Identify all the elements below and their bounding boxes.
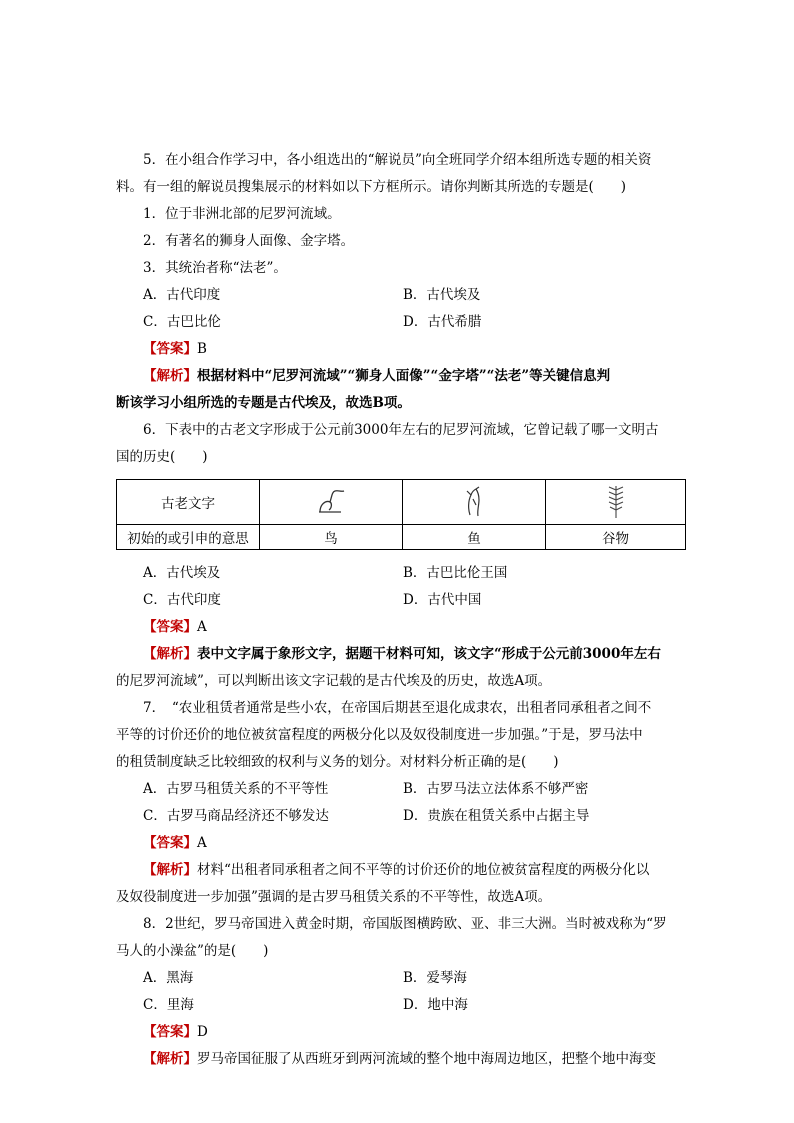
q6-option-c: C．古代印度: [143, 592, 221, 608]
grain-hieroglyph-icon: [603, 484, 629, 520]
q5-item1: 1．位于非洲北部的尼罗河流域。: [143, 206, 341, 222]
q7-analysis-line1: [116, 857, 686, 884]
answer-value: A: [197, 835, 207, 851]
q6-option-d: D．古代中国: [403, 592, 482, 608]
q6-options-row1: [116, 560, 686, 587]
q8-option-c: C．里海: [143, 997, 194, 1013]
q6-stem-line1: 6．下表中的古老文字形成于公元前3000年左右的尼罗河流域，它曾记载了哪一文明古: [143, 422, 659, 438]
table-cell-meaning: 鱼: [403, 525, 546, 550]
q7-option-d: D．贵族在租赁关系中占据主导: [403, 808, 590, 824]
q5-analysis-line1: [116, 363, 686, 390]
q7-options-row1: [116, 776, 686, 803]
q5-stem-line2: 料。有一组的解说员搜集展示的材料如以下方框所示。请你判断其所选的专题是( ): [116, 179, 627, 195]
fish-hieroglyph-icon: [459, 485, 489, 519]
analysis-text: 表中文字属于象形文字，据题干材料可知，该文字“形成于公元前3000年左右: [197, 646, 661, 662]
q7-stem-line3: 的租赁制度缺乏比较细致的权利与义务的划分。对材料分析正确的是( ): [116, 754, 559, 770]
q6-option-a: A．古代埃及: [143, 565, 221, 581]
q5-item3: 3．其统治者称“法老”。: [143, 260, 287, 276]
document-page: [116, 147, 686, 1073]
q8-option-b: B．爱琴海: [403, 970, 467, 986]
hieroglyph-table: [116, 479, 686, 550]
table-cell-meaning: 谷物: [546, 525, 686, 550]
q7-options-row2: [116, 803, 686, 830]
table-row: [117, 480, 686, 525]
q7-option-a: A．古罗马租赁关系的不平等性: [143, 781, 329, 797]
answer-tag: 【答案】: [143, 341, 197, 357]
answer-tag: 【答案】: [143, 619, 197, 635]
q8-option-a: A．黑海: [143, 970, 194, 986]
q6-analysis-line2: 的尼罗河流域”，可以判断出该文字记载的是古代埃及的历史，故选A项。: [116, 673, 552, 689]
table-cell-glyph: [403, 480, 546, 525]
q5-analysis-line2: 断该学习小组所选的专题是古代埃及，故选B项。: [116, 395, 411, 411]
q5-option-a: A．古代印度: [143, 287, 221, 303]
q7-answer: [116, 830, 686, 857]
q7-stem-line2: 平等的讨价还价的地位被贫富程度的两极分化以及奴役制度进一步加强。”于是，罗马法中: [116, 727, 643, 743]
table-cell-glyph: [260, 480, 403, 525]
table-cell-meaning: 鸟: [260, 525, 403, 550]
q8-options-row1: [116, 965, 686, 992]
q7-option-b: B．古罗马法立法体系不够严密: [403, 781, 589, 797]
answer-value: B: [197, 341, 207, 357]
q6-analysis-line1: [116, 641, 686, 668]
q5-options-row2: [116, 309, 686, 336]
q5-stem-line1: 5．在小组合作学习中，各小组选出的“解说员”向全班同学介绍本组所选专题的相关资: [143, 152, 652, 168]
q8-analysis-line1: [116, 1046, 686, 1073]
answer-tag: 【答案】: [143, 835, 197, 851]
q6-option-b: B．古巴比伦王国: [403, 565, 508, 581]
table-header-cell: 古老文字: [117, 480, 260, 525]
q6-answer: [116, 614, 686, 641]
analysis-tag: 【解析】: [143, 368, 197, 384]
table-row: [117, 525, 686, 550]
analysis-tag: 【解析】: [143, 862, 197, 878]
q8-answer: [116, 1019, 686, 1046]
bird-hieroglyph-icon: [314, 486, 348, 518]
q5-options-row1: [116, 282, 686, 309]
q7-stem-line1: 7． “农业租赁者通常是些小农，在帝国后期甚至退化成隶农，出租者同承租者之间不: [143, 700, 652, 716]
answer-tag: 【答案】: [143, 1024, 197, 1040]
q5-option-c: C．古巴比伦: [143, 314, 221, 330]
q6-options-row2: [116, 587, 686, 614]
q6-stem-line2: 国的历史( ): [116, 449, 208, 465]
q5-item2: 2．有著名的狮身人面像、金字塔。: [143, 233, 355, 249]
analysis-text: 罗马帝国征服了从西班牙到两河流域的整个地中海周边地区，把整个地中海变: [197, 1051, 656, 1067]
table-cell-glyph: [546, 480, 686, 525]
q7-option-c: C．古罗马商品经济还不够发达: [143, 808, 329, 824]
q5-option-d: D．古代希腊: [403, 314, 482, 330]
q7-analysis-line2: 及奴役制度进一步加强”强调的是古罗马租赁关系的不平等性，故选A项。: [116, 889, 552, 905]
analysis-tag: 【解析】: [143, 646, 197, 662]
q8-options-row2: [116, 992, 686, 1019]
answer-value: D: [197, 1024, 208, 1040]
q8-option-d: D．地中海: [403, 997, 468, 1013]
q8-stem-line2: 马人的小澡盆”的是( ): [116, 943, 269, 959]
table-header-cell: 初始的或引申的意思: [117, 525, 260, 550]
q5-option-b: B．古代埃及: [403, 287, 481, 303]
answer-value: A: [197, 619, 207, 635]
q8-stem-line1: 8．2世纪，罗马帝国进入黄金时期，帝国版图横跨欧、亚、非三大洲。当时被戏称为“罗: [143, 916, 667, 932]
analysis-text: 根据材料中“尼罗河流域”“狮身人面像”“金字塔”“法老”等关键信息判: [197, 368, 611, 384]
analysis-text: 材料“出租者同承租者之间不平等的讨价还价的地位被贫富程度的两极分化以: [197, 862, 650, 878]
analysis-tag: 【解析】: [143, 1051, 197, 1067]
q5-answer: [116, 336, 686, 363]
